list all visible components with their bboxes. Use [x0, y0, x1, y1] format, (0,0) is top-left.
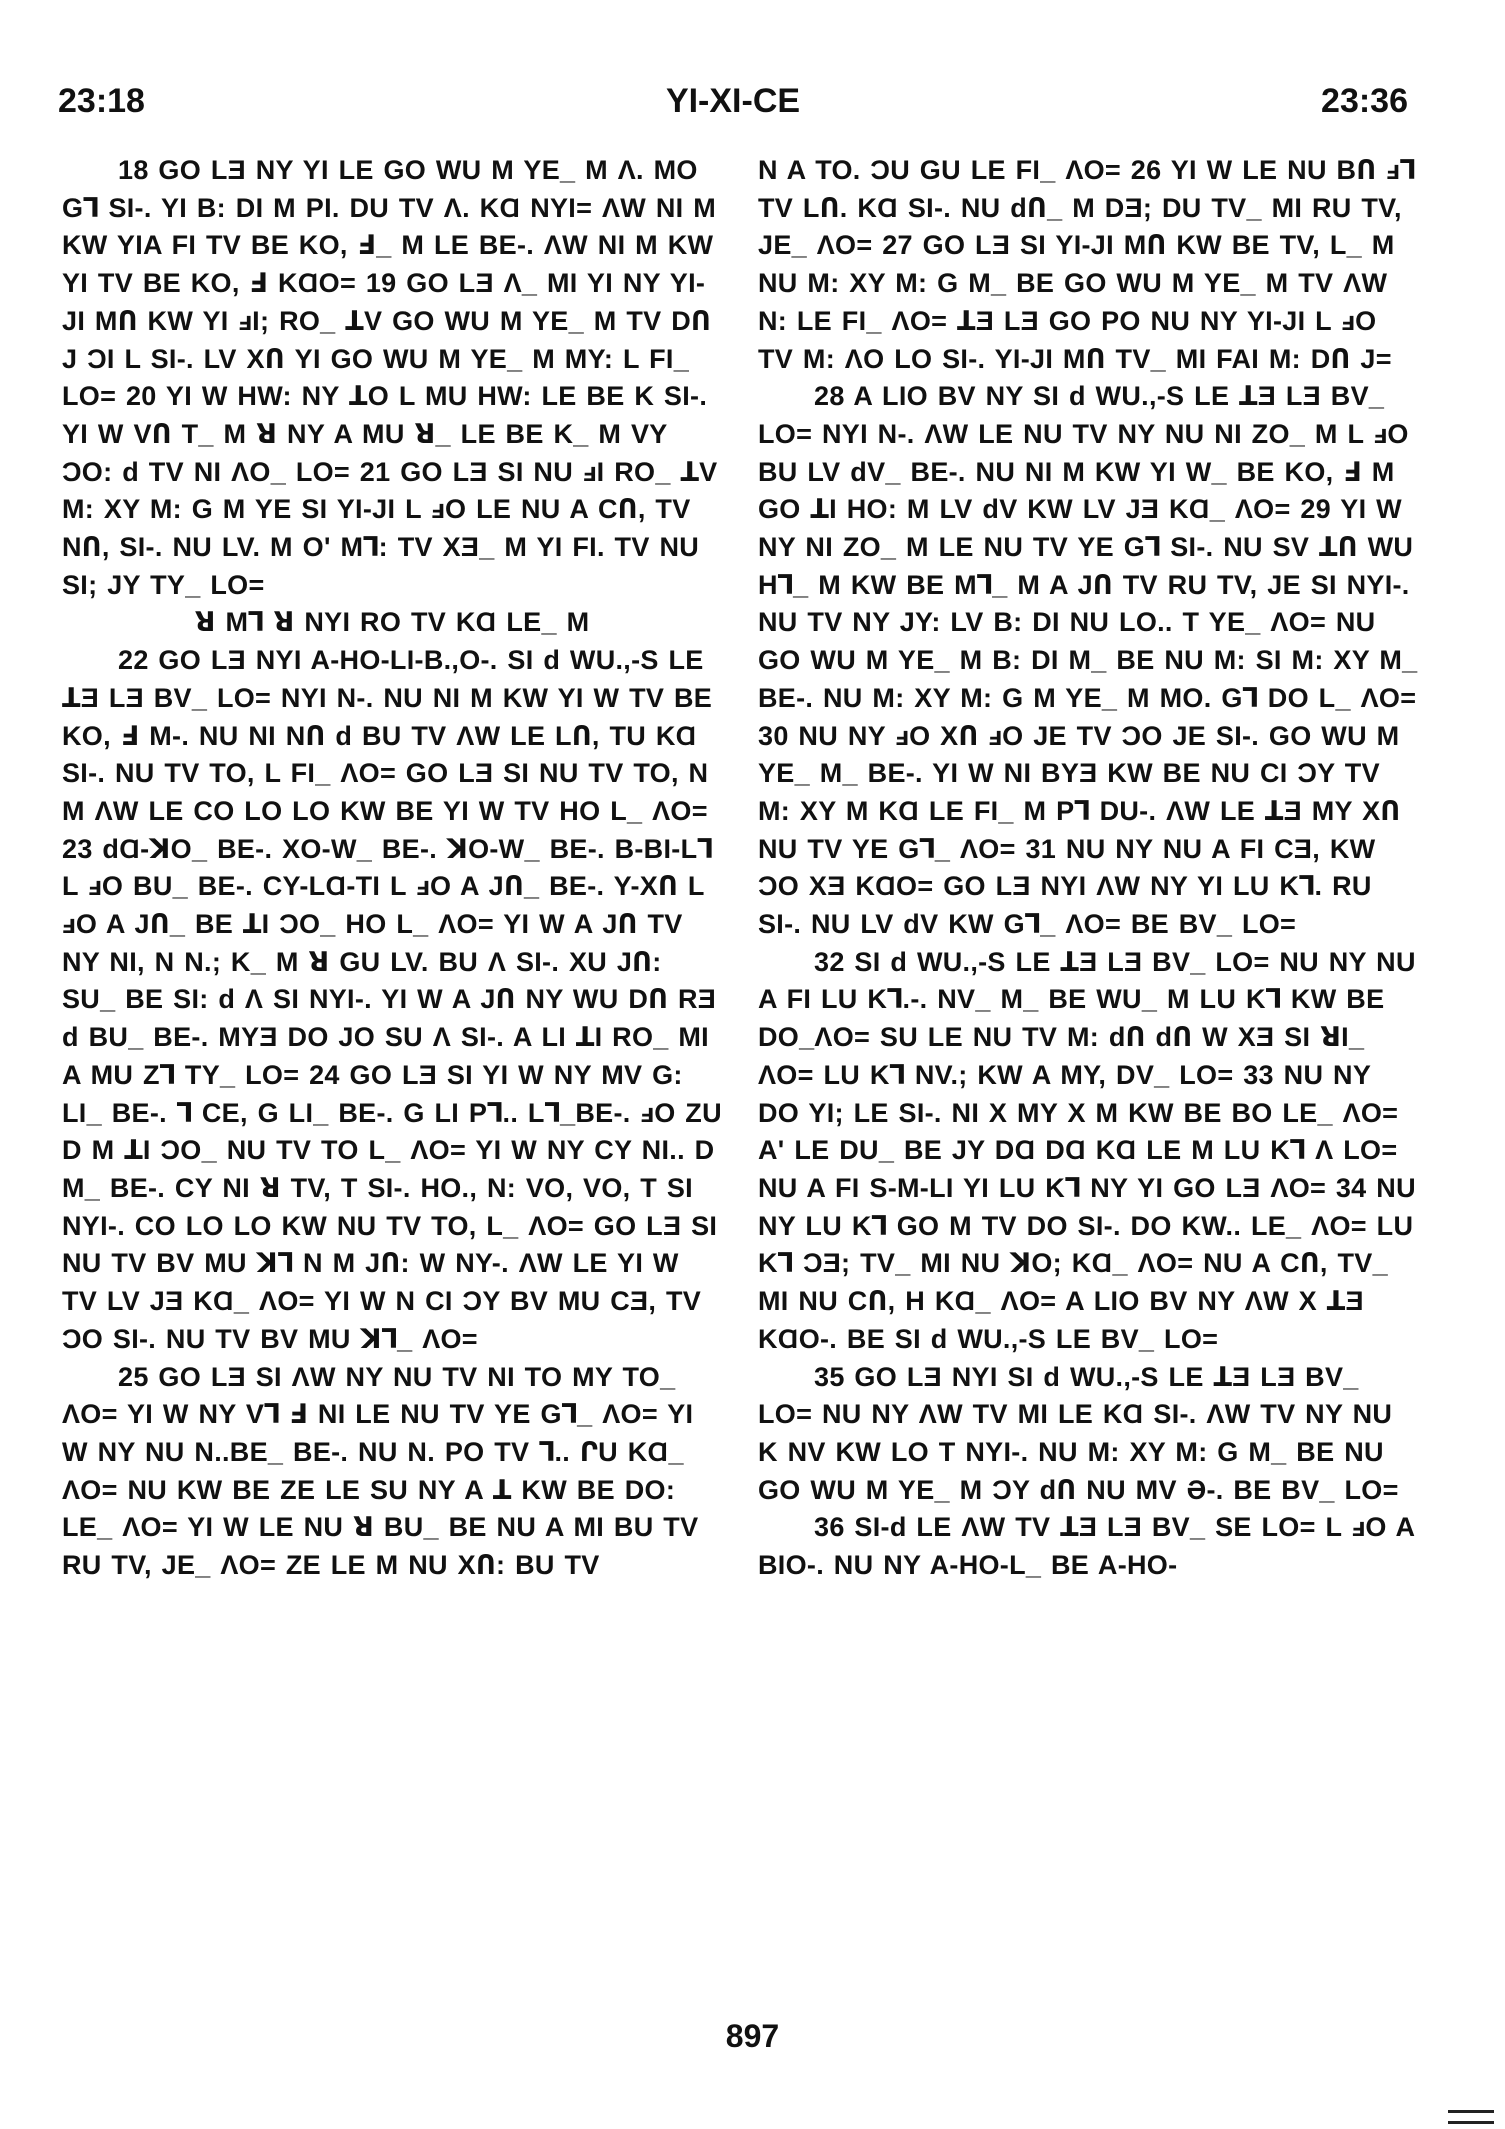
edge-mark — [1448, 2110, 1494, 2124]
verse-paragraph: 18 GO LƎ NY YI LE GO WU M YE_ M Λ. MO Gꓶ SI-. YI B: DI M PI. DU TV Λ. KⱭ NYI= ΛW NI M KW YIA FI TV BE KO, Ⅎ_ M LE BE-. ΛW NI M KW YI TV BE KO, Ⅎ KⱭO= 19 GO LƎ Λ_ MI YI NY YI-JI MՈ KW YI ⅎI; RO_ ꓕV GO WU M YE_ M TV DՈ J ƆI L SI-. LV XՈ YI GO WU M YE_ M MY: L FI_ LO= 20 YI W HW: NY ꓕO L MU HW: LE BE K SI-. YI W VՈ T_ M ꓤ NY A MU ꓤ_ LE BE K_ M VY ƆO: ԁ TV NI ΛO_ LO= 21 GO LƎ SI NU ⅎI RO_ ꓕV M: XY M: G M YE SI YI-JI L ⅎO LE NU A CՈ, TV NՈ, SI-. NU LV. M O' Mꓶ: TV XƎ_ M YI FI. TV NU SI; JY TY_ LO= — [62, 155, 718, 600]
verse-paragraph: 36 SI-ԁ LE ΛW TV ꓕƎ LƎ BV_ SE LO= L ⅎO A BIO-. NU NY A-HO-L_ BE A-HO- — [758, 1512, 1415, 1581]
header-book-title: YI-XI-CE — [665, 82, 801, 120]
header-left-reference: 23:18 — [58, 82, 145, 120]
verse-paragraph: 35 GO LƎ NYI SI ԁ WU.,-S LE ꓕƎ LƎ BV_ LO= NU NY ΛW TV MI LE KⱭ SI-. ΛW TV NY NU K NV KW LO T NYI-. NU M: XY M: G M_ BE NU GO WU M YE_ M ƆY ԁՈ NU MV Ә-. BE BV_ LO= — [758, 1361, 1399, 1505]
verse-paragraph: 25 GO LƎ SI ΛW NY NU TV NI TO MY TO_ ΛO= YI W NY Vꓶ Ⅎ NI LE NU TV YE Gꓶ_ ΛO= YI W NY NU N..BE_ BE-. NU N. PO TV ꓶ.. ՐU KⱭ_ ΛO= NU KW BE ZE LE SU NY A ꓕ KW BE DO: LE_ ΛO= YI W LE NU ꓤ BU_ BE NU A MI BU TV RU TV, JE_ ΛO= ZE LE M NU XՈ: BU TV — [62, 1361, 699, 1581]
verse-paragraph: 22 GO LƎ NYI A-HO-LI-B.,O-. SI ԁ WU.,-S LE ꓕƎ LƎ BV_ LO= NYI N-. NU NI M KW YI W TV BE KO, Ⅎ M-. NU NI NՈ ԁ BU TV ΛW LE LՈ, TU KⱭ SI-. NU TV TO, L FI_ ΛO= GO LƎ SI NU TV TO, N M ΛW LE CO LO LO KW BE YI W TV HO L_ ΛO= 23 ԁⱭ-ꓘO_ BE-. XO-W_ BE-. ꓘO-W_ BE-. B-BI-Lꓶ L ⅎO BU_ BE-. CY-LⱭ-TI L ⅎO A JՈ_ BE-. Y-XՈ L ⅎO A JՈ_ BE ꓕI ƆO_ HO L_ ΛO= YI W A JՈ TV NY NI, N N.; K_ M ꓤ GU LV. BU Λ SI-. XU JՈ: SU_ BE SI: ԁ Λ SI NYI-. YI W A JՈ NY WU DՈ RƎ ԁ BU_ BE-. MYƎ DO JO SU Λ SI-. A LI ꓕI RO_ MI A MU Zꓶ TY_ LO= 24 GO LƎ SI YI W NY MV G: LI_ BE-. ꓶ CE, G LI_ BE-. G LI Pꓶ.. Lꓶ_BE-. ⅎO ZU D M ꓕI ƆO_ NU TV TO L_ ΛO= YI W NY CY NI.. D M_ BE-. CY NI ꓤ TV, T SI-. HO., N: VO, VO, T SI NYI-. CO LO LO KW NU TV TO, L_ ΛO= GO LƎ SI NU TV BV MU ꓘꓶ N M JՈ: W NY-. ΛW LE YI W TV LV JƎ KⱭ_ ΛO= YI W N CI ƆY BV MU CƎ, TV ƆO SI-. NU TV BV MU ꓘꓶ_ ΛO= — [62, 645, 722, 1354]
verse-paragraph: N A TO. ƆU GU LE FI_ ΛO= 26 YI W LE NU BՈ ⅎꓶ TV LՈ. KⱭ SI-. NU ԁՈ_ M DƎ; DU TV_ MI RU TV, JE_ ΛO= 27 GO LƎ SI YI-JI MՈ KW BE TV, L_ M NU M: XY M: G M_ BE GO WU M YE_ M TV ΛW N: LE FI_ ΛO= ꓕƎ LƎ GO PO NU NY YI-JI L ⅎO TV M: ΛO LO SI-. YI-JI MՈ TV_ MI FAI M: DՈ J= — [758, 155, 1416, 374]
running-header — [58, 82, 1408, 138]
section-heading: ꓤ Mꓶ ꓤ NYI RO TV KⱭ LE_ M — [194, 607, 590, 638]
right-text-column — [758, 152, 1418, 1585]
left-text-column — [62, 152, 722, 1585]
header-right-reference: 23:36 — [1321, 82, 1408, 120]
verse-paragraph: 28 A LIO BV NY SI ԁ WU.,-S LE ꓕƎ LƎ BV_ LO= NYI N-. ΛW LE NU TV NY NU NI ZO_ M L ⅎO BU LV ԁV_ BE-. NU NI M KW YI W_ BE KO, Ⅎ M GO ꓕI HO: M LV ԁV KW LV JƎ KⱭ_ ΛO= 29 YI W NY NI ZO_ M LE NU TV YE Gꓶ SI-. NU SV ꓕՈ WU Hꓶ_ M KW BE Mꓶ_ M A JՈ TV RU TV, JE SI NYI-. NU TV NY JY: LV B: DI NU LO.. T YE_ ΛO= NU GO WU M YE_ M B: DI M_ BE NU M: SI M: XY M_ BE-. NU M: XY M: G M YE_ M MO. Gꓶ DO L_ ΛO= 30 NU NY ⅎO XՈ ⅎO JE TV ƆO JE SI-. GO WU M YE_ M_ BE-. YI W NI BYƎ KW BE NU CI ƆY TV M: XY M KⱭ LE FI_ M Pꓶ DU-. ΛW LE ꓕƎ MY XՈ NU TV YE Gꓶ_ ΛO= 31 NU NY NU A FI CƎ, KW ƆO XƎ KⱭO= GO LƎ NYI ΛW NY YI LU Kꓶ. RU SI-. NU LV ԁV KW Gꓶ_ ΛO= BE BV_ LO= — [758, 381, 1418, 940]
verse-paragraph: 32 SI ԁ WU.,-S LE ꓕƎ LƎ BV_ LO= NU NY NU A FI LU Kꓶ.-. NV_ M_ BE WU_ M LU Kꓶ KW BE DO_ΛO= SU LE NU TV M: ԁՈ ԁՈ W XƎ SI ꓤI_ ΛO= LU Kꓶ NV.; KW A MY, DV_ LO= 33 NU NY DO YI; LE SI-. NI X MY X M KW BE BO LE_ ΛO= A' LE DU_ BE JY DⱭ DⱭ KⱭ LE M LU Kꓶ Λ LO= NU A FI S-M-LI YI LU Kꓶ NY YI GO LƎ ΛO= 34 NU NY LU Kꓶ GO M TV DO SI-. DO KW.. LE_ ΛO= LU Kꓶ ƆƎ; TV_ MI NU ꓘO; KⱭ_ ΛO= NU A CՈ, TV_ MI NU CՈ, H KⱭ_ ΛO= A LIO BV NY ΛW X ꓕƎ KⱭO-. BE SI ԁ WU.,-S LE BV_ LO= — [758, 946, 1416, 1354]
page-number: 897 — [725, 2018, 780, 2054]
